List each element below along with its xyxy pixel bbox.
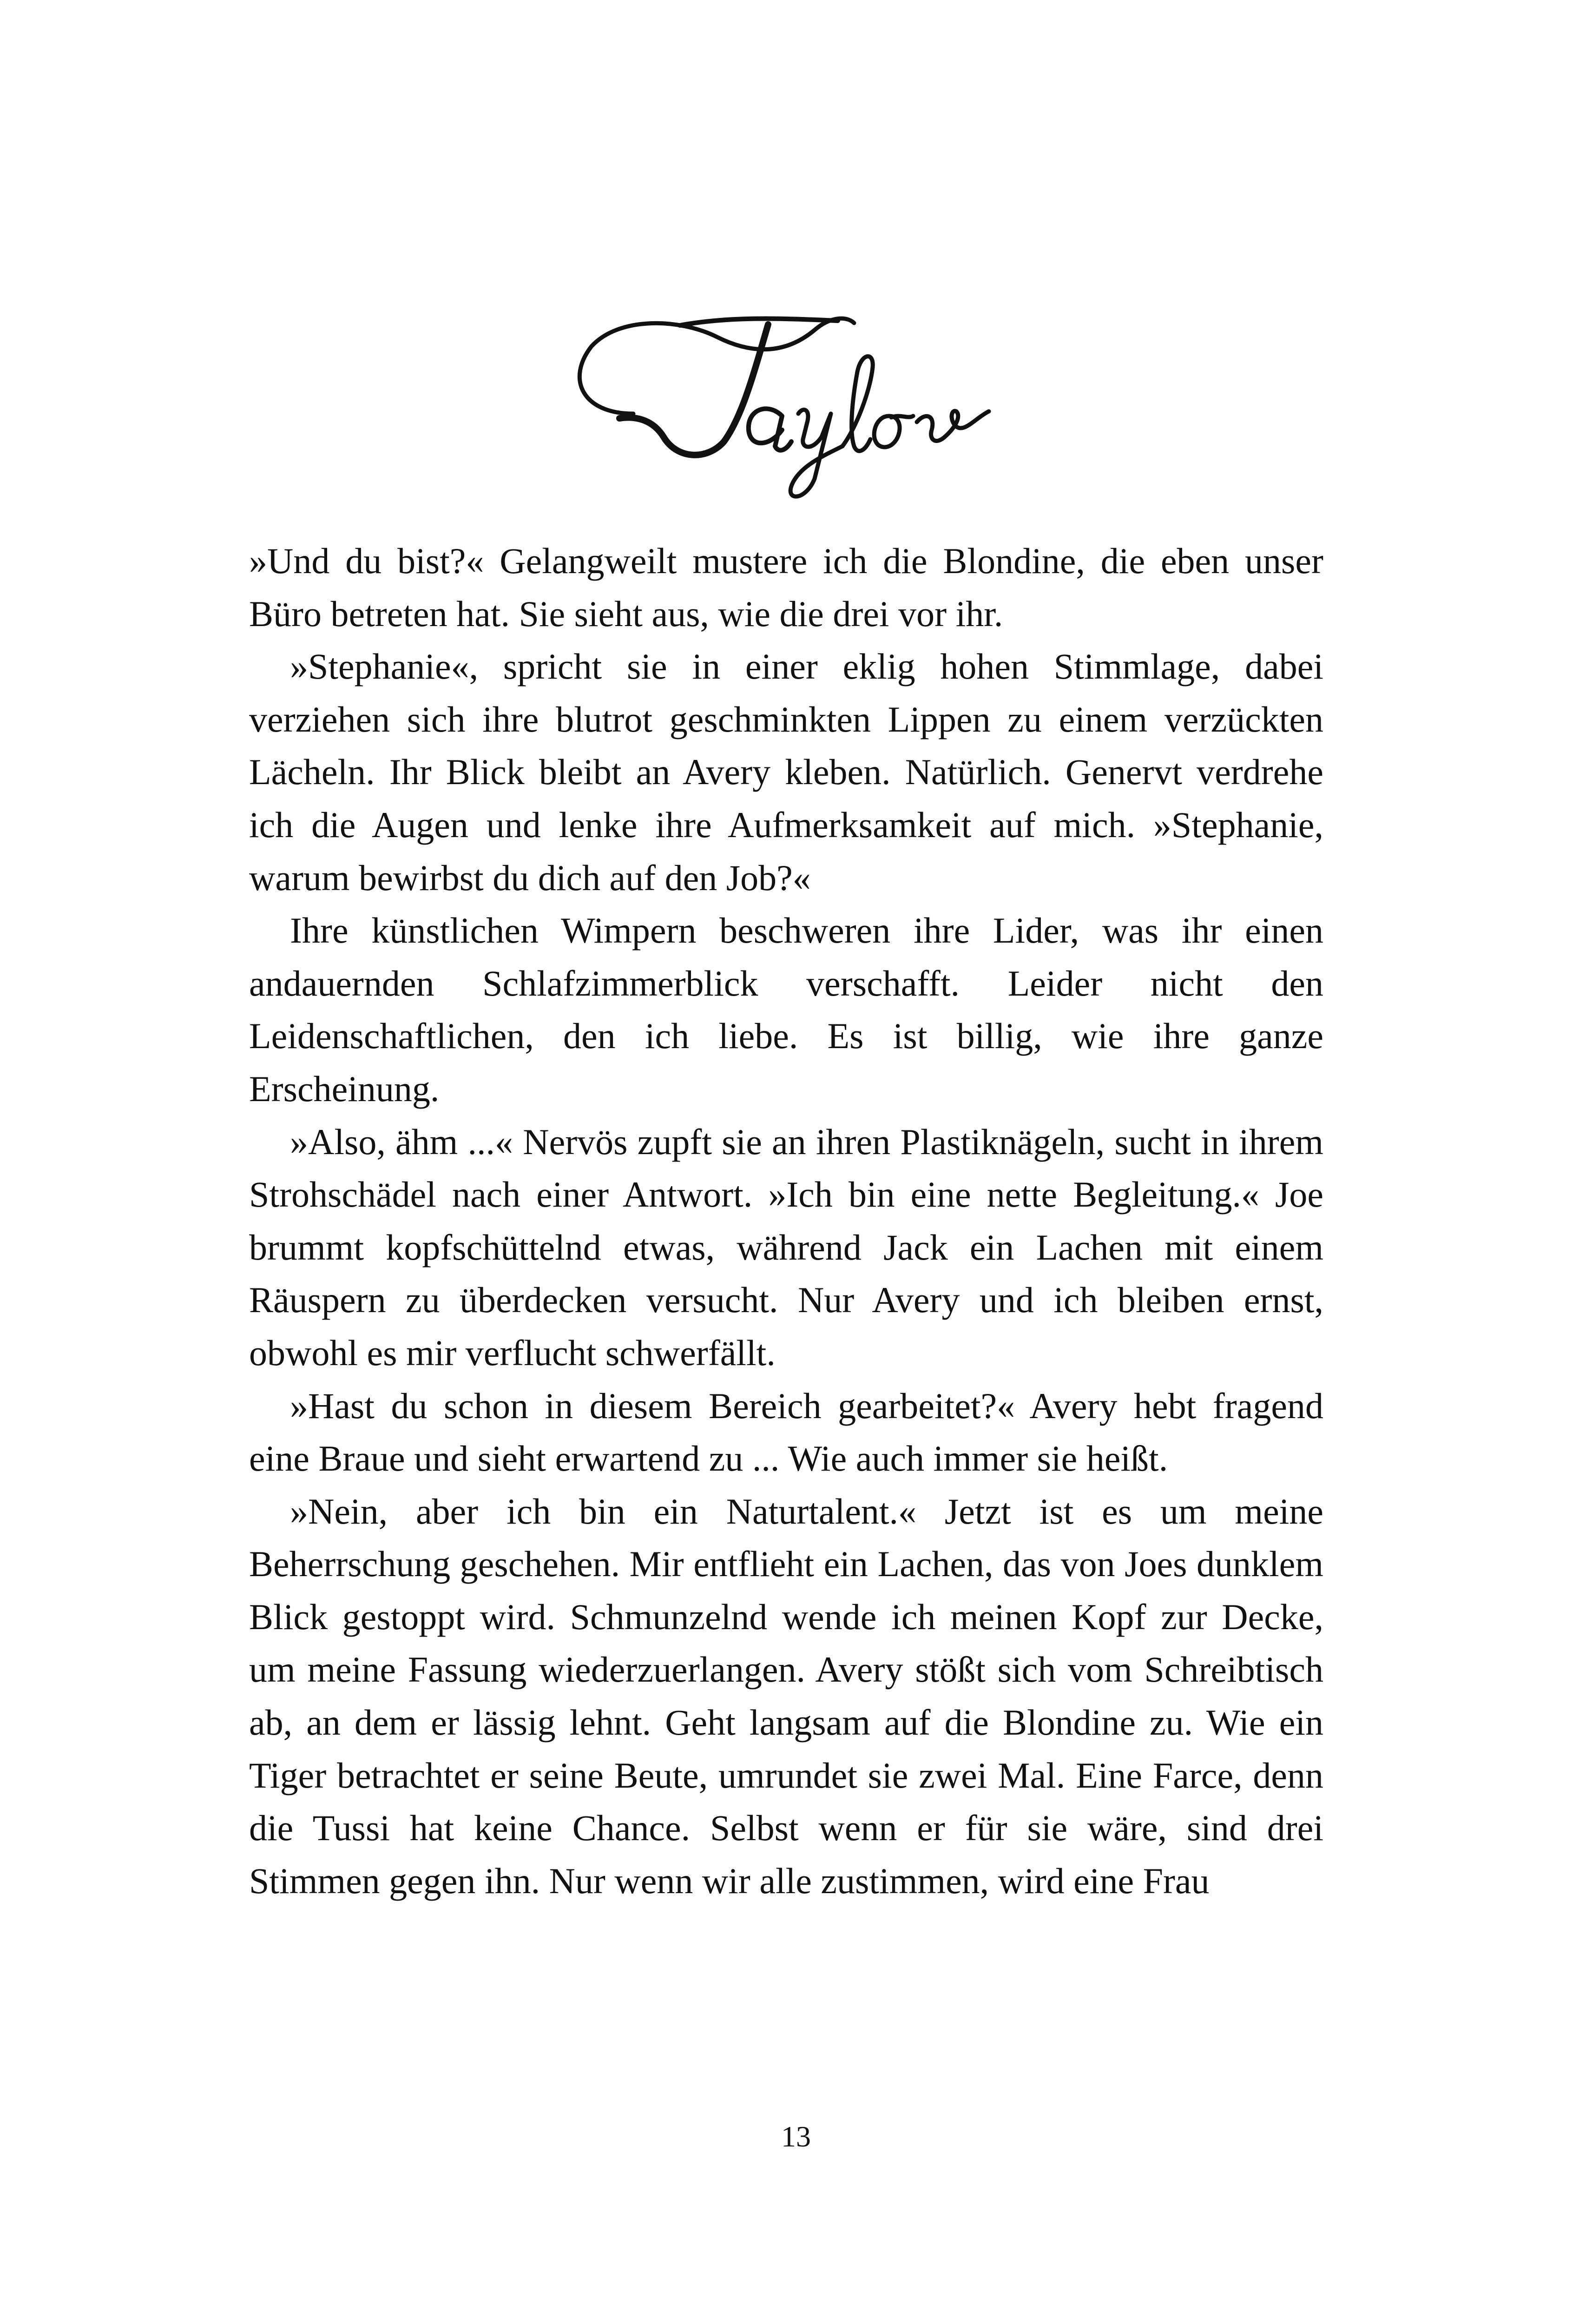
- chapter-title-calligraphy: [564, 297, 1019, 507]
- page-number: 13: [781, 2120, 811, 2153]
- paragraph-2: »Stephanie«, spricht sie in einer eklig hohen Stimmlage, dabei verziehen sich ihre blutrot geschminkten Lippen zu einem verzückten Lächeln. Ihr Blick bleibt an Avery kleben. Natürlich. Genervt verdrehe ich die Augen und lenke ihre Aufmerksamkeit auf mich. »Stephanie, warum bewirbst du dich auf den Job?«: [249, 646, 1323, 898]
- paragraph-6: »Nein, aber ich bin ein Naturtalent.« Jetzt ist es um meine Beherrschung geschehen. Mir entflieht ein Lachen, das von Joes dunklem Blick gestoppt wird. Schmunzelnd wende ich meinen Kopf zur Decke, um meine Fassung wiederzuerlangen. Avery stößt sich vom Schreibtisch ab, an dem er lässig lehnt. Geht langsam auf die Blondine zu. Wie ein Tiger betrachtet er seine Beute, umrundet sie zwei Mal. Eine Farce, denn die Tussi hat keine Chance. Selbst wenn er für sie wäre, sind drei Stimmen gegen ihn. Nur wenn wir alle zustimmen, wird eine Frau: [249, 1491, 1323, 1901]
- body-text: [249, 535, 1323, 1907]
- chapter-title: [564, 297, 1019, 507]
- paragraph-4: »Also, ähm ...« Nervös zupft sie an ihren Plastiknägeln, sucht in ihrem Strohschädel nach einer Antwort. »Ich bin eine nette Begleitung.« Joe brummt kopfschüttelnd etwas, während Jack ein Lachen mit einem Räuspern zu überdecken versucht. Nur Avery und ich bleiben ernst, obwohl es mir verflucht schwerfällt.: [249, 1121, 1323, 1373]
- paragraph-5: »Hast du schon in diesem Bereich gearbeitet?« Avery hebt fragend eine Braue und sieht erwartend zu ... Wie auch immer sie heißt.: [249, 1385, 1323, 1479]
- paragraph-1: »Und du bist?« Gelangweilt mustere ich die Blondine, die eben unser Büro betreten hat. Sie sieht aus, wie die drei vor ihr.: [249, 541, 1323, 634]
- paragraph-3: Ihre künstlichen Wimpern beschweren ihre Lider, was ihr einen andauernden Schlafzimmerblick verschafft. Leider nicht den Leidenschaftlichen, den ich liebe. Es ist billig, wie ihre ganze Erscheinung.: [249, 910, 1323, 1109]
